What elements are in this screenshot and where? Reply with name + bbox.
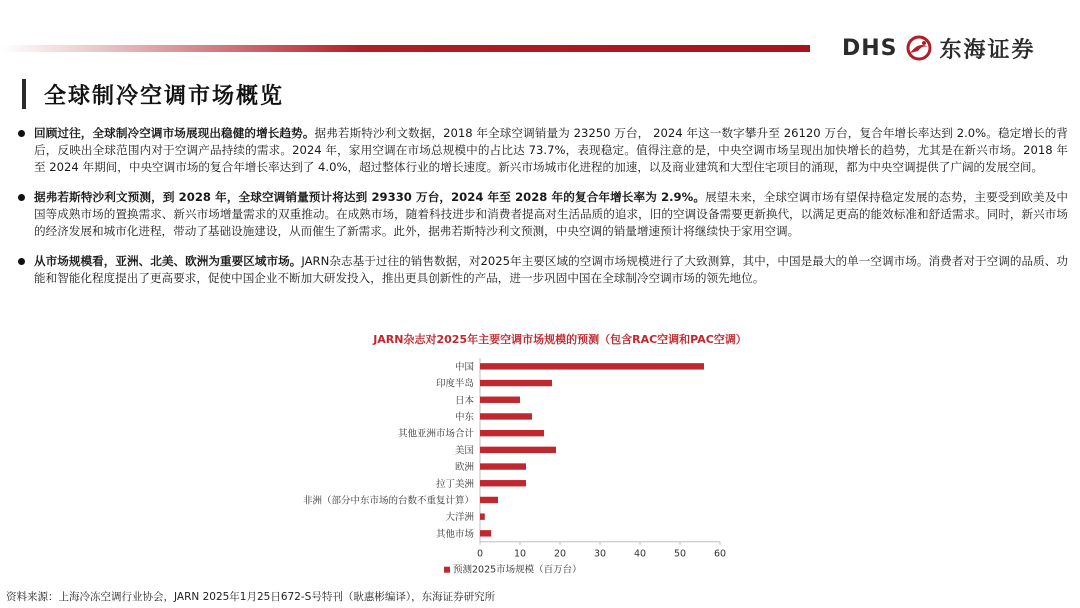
bullet-lead: 回顾过往，全球制冷空调市场展现出稳健的增长趋势。 (34, 126, 315, 140)
company-logo (842, 28, 1052, 68)
market-size-bar-chart (280, 350, 740, 590)
x-tick-label: 0 (476, 548, 484, 560)
x-tick-label: 50 (673, 548, 687, 560)
page-title: 全球制冷空调市场概览 (44, 83, 285, 109)
bar-4 (480, 430, 544, 436)
dragon-logo-icon (904, 33, 934, 63)
x-tick-label: 10 (513, 548, 527, 560)
chart-title: JARN杂志对2025年主要空调市场规模的预测（包含RAC空调和PAC空调） (373, 333, 747, 346)
bar-1 (480, 380, 552, 386)
page-title-block (22, 78, 284, 110)
category-label: 其他亚洲市场合计 (397, 428, 474, 440)
x-tick-label: 30 (593, 548, 607, 560)
x-tick-label: 20 (553, 548, 567, 560)
category-label: 印度半岛 (435, 378, 474, 390)
bar-6 (480, 463, 526, 469)
bar-7 (480, 480, 526, 486)
bar-2 (480, 397, 520, 403)
category-label: 非洲（部分中东市场的台数不重复计算） (302, 495, 474, 507)
header-accent-bar (0, 45, 810, 52)
bullet-text: 据弗若斯特沙利文数据，2018 年全球空调销量为 23250 万台， 2024 年这一数字攀升至 26120 万台，复合年增长率达到 2.0%。稳定增长的背后，反映出全球范围内对于空调产品持续的需求。2024 年，家用空调在市场总规模中的占比达 73.7%，表现稳定。值得注意的是，中央空调市场呈现出加快增长的趋势，尤其是在新兴市场。2018 年至 2024 年期间，中央空调市场的复合年增长率达到了 4.0%，超过整体行业的增长速度。新兴市场城市化进程的加速，以及商业建筑和大型住宅项目的涌现，都为中央空调提供了广阔的发展空间。 (34, 126, 1068, 174)
source-note: 资料来源：上海冷冻空调行业协会，JARN 2025年1月25日672-S号特刊（耿惠彬编译），东海证券研究所 (6, 591, 496, 603)
logo-latin-text: DHS (842, 35, 898, 61)
bar-10 (480, 530, 491, 536)
logo-chinese-text: 东海证券 (939, 37, 1036, 63)
bullet-list (18, 125, 1068, 300)
bullet-dot-icon (18, 258, 25, 265)
category-label: 拉丁美洲 (435, 478, 474, 490)
bar-3 (480, 413, 532, 419)
x-tick-label: 40 (633, 548, 647, 560)
category-label: 其他市场 (435, 528, 474, 540)
title-accent-bar (22, 79, 26, 109)
category-label: 中国 (454, 361, 474, 373)
bullet-item (18, 125, 1068, 176)
category-label: 美国 (454, 445, 474, 457)
bullet-lead: 据弗若斯特沙利文预测，到 2028 年，全球空调销量预计将达到 29330 万台，2024 年至 2028 年的复合年增长率为 2.9%。 (34, 190, 706, 204)
category-label: 日本 (454, 395, 474, 407)
bullet-lead: 从市场规模看，亚洲、北美、欧洲为重要区域市场。 (34, 254, 302, 268)
x-tick-label: 60 (713, 548, 727, 560)
legend-swatch (444, 567, 450, 573)
legend-label: 预测2025市场规模（百万台） (453, 564, 582, 576)
bar-8 (480, 497, 498, 503)
bullet-item (18, 189, 1068, 240)
bullet-dot-icon (18, 194, 25, 201)
bullet-dot-icon (18, 130, 25, 137)
bar-0 (480, 363, 704, 369)
category-label: 大洋洲 (445, 512, 474, 524)
bullet-text: 展望未来，全球空调市场有望保持稳定发展的态势，主要受到欧美及中国等成熟市场的置换需求、新兴市场增量需求的双重推动。在成熟市场，随着科技进步和消费者提高对生活品质的追求，旧的空调设备需要更新换代，以满足更高的能效标准和舒适需求。同时，新兴市场的经济发展和城市化进程，带动了基础设施建设，从而催生了新需求。此外，据弗若斯特沙利文预测，中央空调的销量增速预计将继续快于家用空调。 (34, 190, 1068, 238)
bar-9 (480, 513, 485, 519)
bar-5 (480, 447, 556, 453)
category-label: 中东 (454, 411, 474, 423)
category-label: 欧洲 (454, 462, 474, 474)
bullet-item (18, 253, 1068, 287)
bullet-text: JARN杂志基于过往的销售数据，对2025年主要区域的空调市场规模进行了大致测算，其中，中国是最大的单一空调市场。消费者对于空调的品质、功能和智能化程度提出了更高要求，促使中国企业不断加大研发投入，推出更具创新性的产品，进一步巩固中国在全球制冷空调市场的领先地位。 (34, 254, 1068, 285)
